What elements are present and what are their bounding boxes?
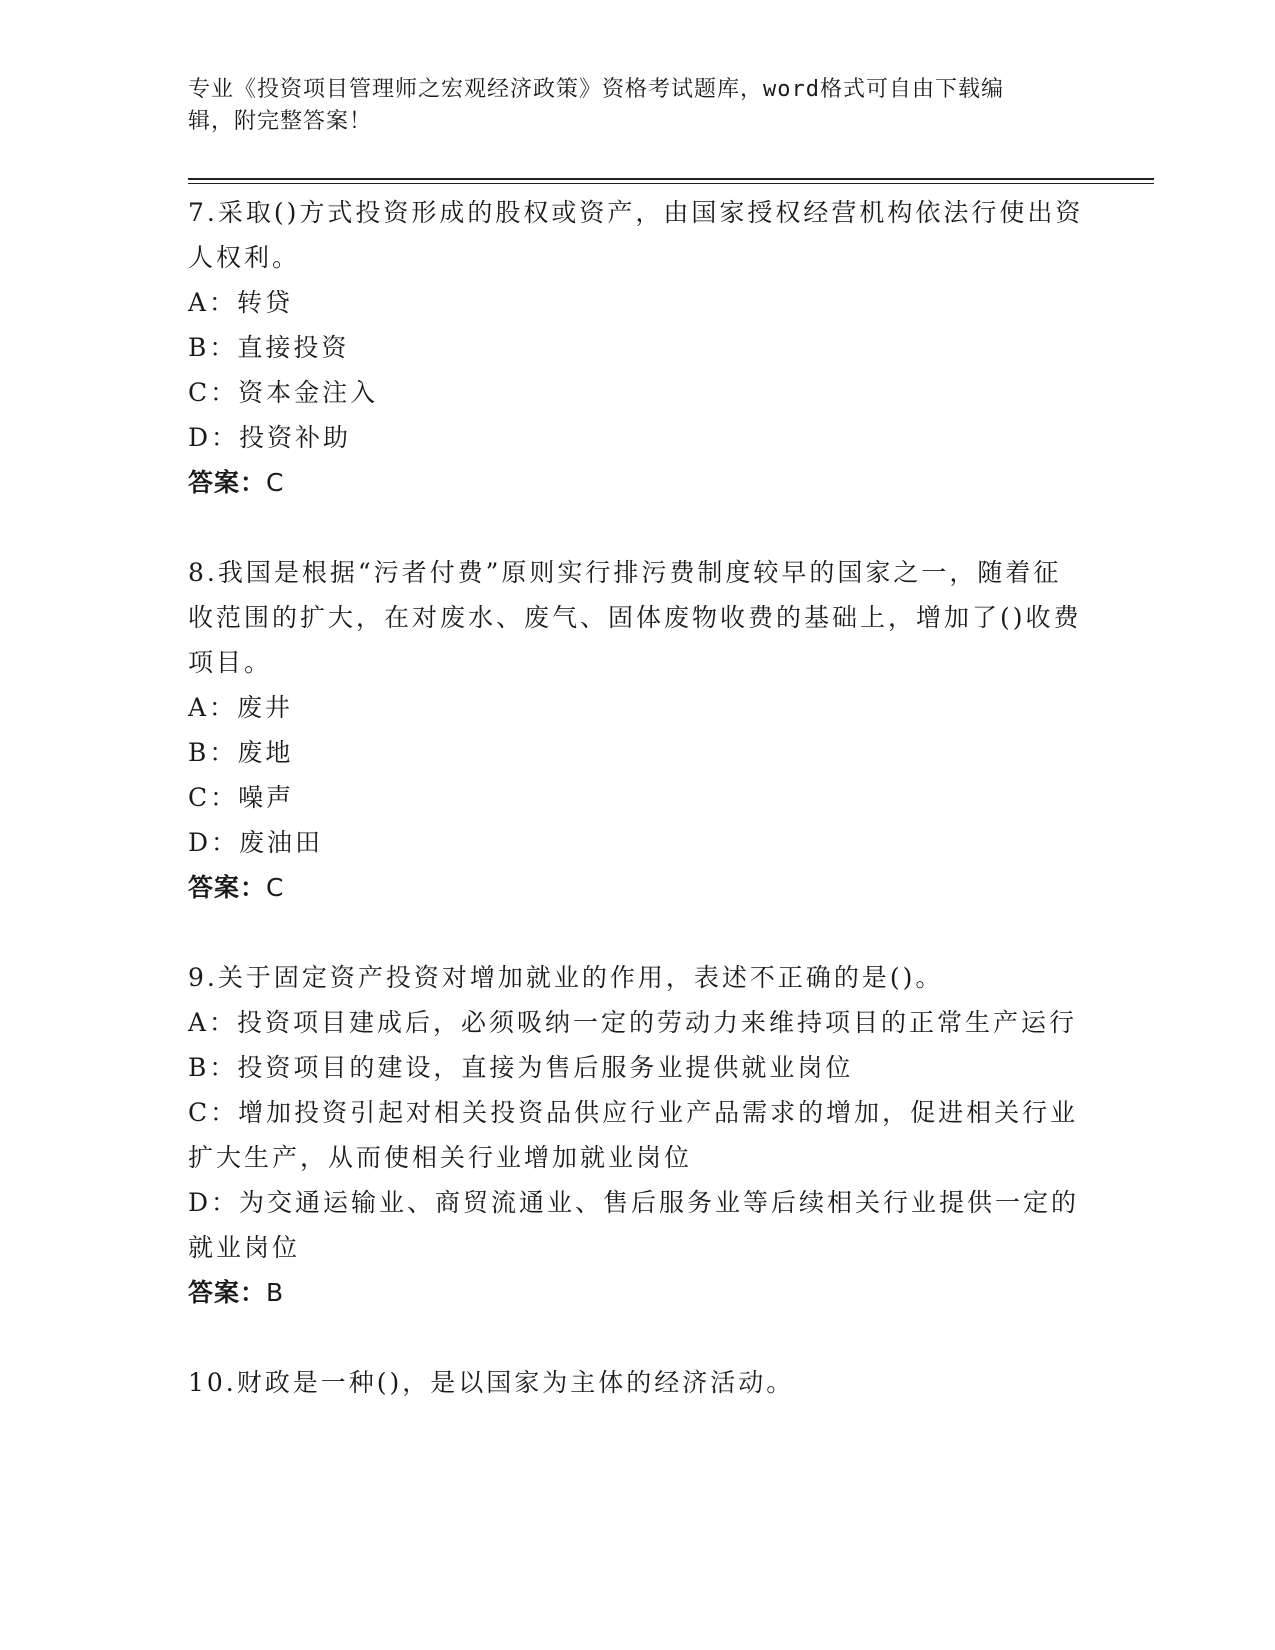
option-b: B：废地: [188, 738, 294, 767]
header-line-2: 辑，附完整答案！: [188, 109, 373, 134]
answer-label: 答案：: [188, 873, 267, 902]
answer-value: B: [266, 1278, 285, 1307]
question-block: [188, 550, 1088, 910]
option-a: A：转贷: [188, 288, 294, 317]
document-header: [188, 74, 1088, 138]
answer-label: 答案：: [188, 468, 267, 497]
answer-line: [188, 1270, 1088, 1315]
answer-value: C: [266, 468, 285, 497]
option-b: B：投资项目的建设，直接为售后服务业提供就业岗位: [188, 1053, 854, 1082]
option-d: D：投资补助: [188, 423, 352, 452]
answer-line: [188, 865, 1088, 910]
question-text: 9.关于固定资产投资对增加就业的作用，表述不正确的是()。: [188, 963, 944, 992]
header-rule-thin: [188, 183, 1154, 184]
header-rule-thick: [188, 178, 1154, 180]
question-block: [188, 955, 1088, 1315]
question-block: [188, 190, 1088, 505]
option-a: A：废井: [188, 693, 294, 722]
option-d: D：为交通运输业、商贸流通业、售后服务业等后续相关行业提供一定的就业岗位: [188, 1188, 1080, 1262]
question-list: [188, 190, 1088, 1405]
question-text: 7.采取()方式投资形成的股权或资产，由国家授权经营机构依法行使出资人权利。: [188, 198, 1084, 272]
answer-value: C: [266, 873, 285, 902]
option-c: C：增加投资引起对相关投资品供应行业产品需求的增加，促进相关行业扩大生产，从而使相关行业增加就业岗位: [188, 1098, 1079, 1172]
answer-label: 答案：: [188, 1278, 267, 1307]
option-b: B：直接投资: [188, 333, 350, 362]
question-block: [188, 1360, 1088, 1405]
header-line-1: 专业《投资项目管理师之宏观经济政策》资格考试题库，word格式可自由下载编: [188, 77, 1004, 102]
option-a: A：投资项目建成后，必须吸纳一定的劳动力来维持项目的正常生产运行: [188, 1008, 1078, 1037]
answer-line: [188, 460, 1088, 505]
option-c: C：噪声: [188, 783, 295, 812]
option-c: C：资本金注入: [188, 378, 379, 407]
option-d: D：废油田: [188, 828, 324, 857]
question-text: 8.我国是根据“污者付费”原则实行排污费制度较早的国家之一，随着征收范围的扩大，在对废水、废气、固体废物收费的基础上，增加了()收费项目。: [188, 558, 1082, 677]
question-text: 10.财政是一种()，是以国家为主体的经济活动。: [188, 1368, 795, 1397]
